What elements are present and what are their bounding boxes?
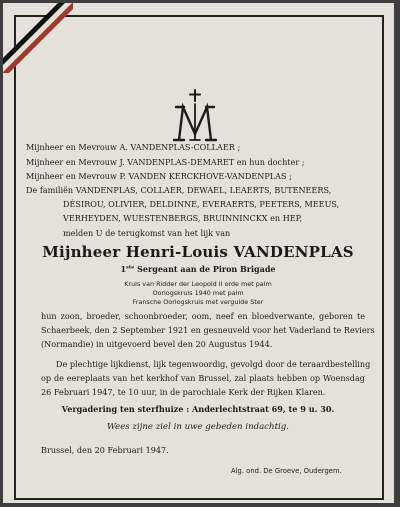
ceremony-line-3: 26 Februari 1947, te 10 uur, in de parochiale Kerk der Rijken Klaren. xyxy=(41,387,326,397)
ceremony-line-2: op de eereplaats van het kerkhof van Brussel, zal plaats hebben op Woensdag xyxy=(41,373,365,383)
place-and-date: Brussel, den 20 Februari 1947. xyxy=(41,445,169,455)
mourner-line-7: melden U de terugkomst van het lijk van xyxy=(63,228,231,238)
mourner-line-5: DÉSIROU, OLIVIER, DELDINNE, EVERAERTS, PEETERS, MEEUS, xyxy=(63,199,340,209)
honour-1: Kruis van Ridder der Leopold II orde met palm xyxy=(124,280,272,288)
honour-3: Fransche Oorlogskruis met vergulde Ster xyxy=(132,298,264,306)
prayer-line: Wees zijne ziel in uwe gebeden indachtig. xyxy=(106,422,290,432)
cross-monogram-icon xyxy=(170,88,220,146)
printer-credit: Alg. ond. De Groeve, Oudergem. xyxy=(231,467,342,475)
mourner-line-6: VERHEYDEN, WUESTENBERGS, BRUINNINCKX en HEP, xyxy=(63,213,303,223)
deceased-name: Mijnheer Henri-Louis VANDENPLAS xyxy=(42,243,354,261)
mourner-line-3: Mijnheer en Mevrouw P. VANDEN KERCKHOVE-VANDENPLAS ; xyxy=(26,171,292,181)
gathering-line: Vergadering ten sterfhuize : Anderlechtstraat 69, te 9 u. 30. xyxy=(61,404,335,414)
mourner-line-1: Mijnheer en Mevrouw A. VANDENPLAS-COLLAER ; xyxy=(26,142,241,152)
death-notice-card xyxy=(3,3,394,503)
mourner-line-4: De familiën VANDENPLAS, COLLAER, DEWAEL, LEAERTS, BUTENEERS, xyxy=(26,185,332,195)
body-line-3: (Normandie) in uitgevoerd bevel den 20 Augustus 1944. xyxy=(41,339,273,349)
honour-2: Oorlogskruis 1940 met palm xyxy=(152,289,244,297)
body-line-2: Schaerbeek, den 2 September 1921 en gesneuveld voor het Vaderland te Reviers xyxy=(41,325,375,335)
mourner-line-2: Mijnheer en Mevrouw J. VANDENPLAS-DEMARET en hun dochter ; xyxy=(26,157,305,167)
belgian-flag-ribbon xyxy=(3,3,73,73)
ceremony-line-1: De plechtige lijkdienst, lijk tegenwoordig, gevolgd door de teraardbestelling xyxy=(56,359,371,369)
body-line-1: hun zoon, broeder, schoonbroeder, oom, neef en bloedverwante, geboren te xyxy=(41,311,365,321)
deceased-rank: 1ste Sergeant aan de Piron Brigade xyxy=(120,264,276,274)
